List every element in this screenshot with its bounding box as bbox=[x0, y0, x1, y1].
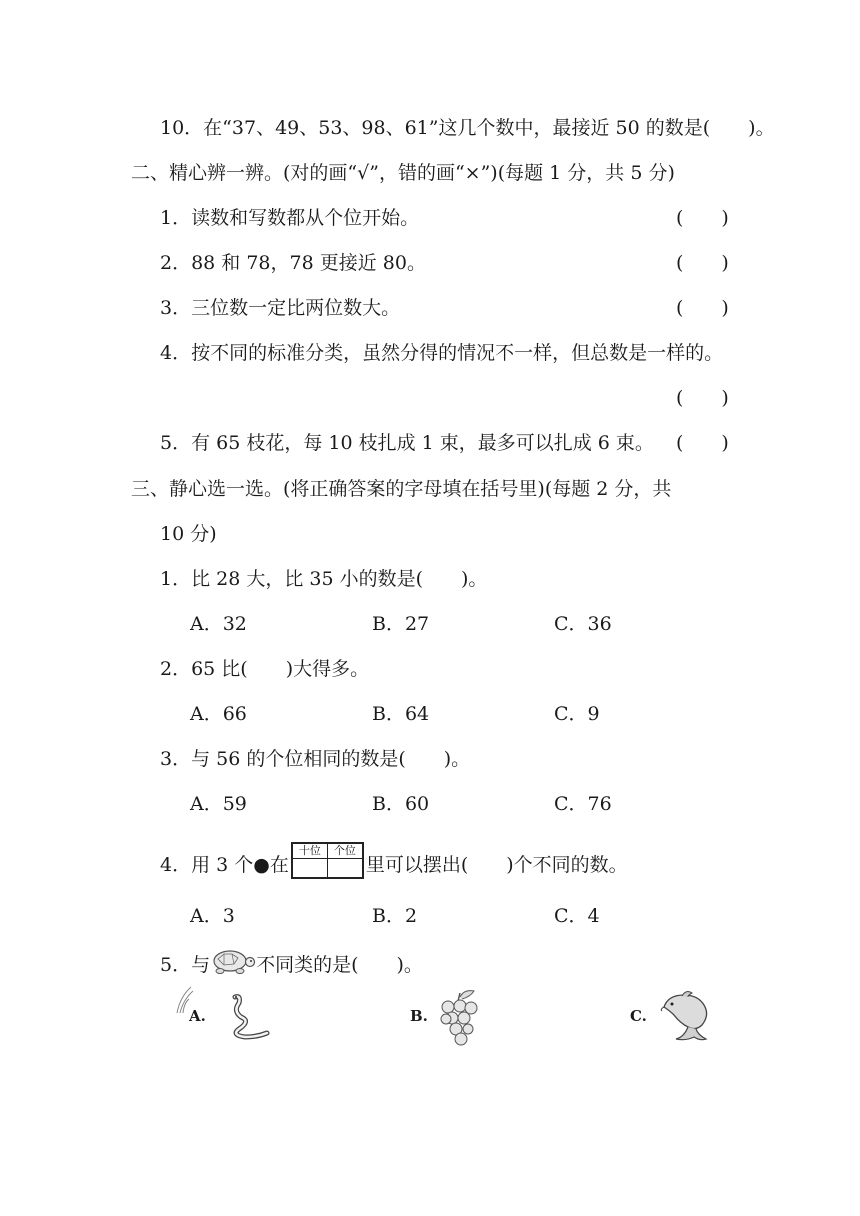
judge-item-4: 4．按不同的标准分类，虽然分得的情况不一样，但总数是一样的。 bbox=[160, 342, 724, 364]
choice-q2-option-c[interactable]: C．9 bbox=[554, 703, 600, 725]
choice-q2-stem: 2．65 比( )大得多。 bbox=[160, 658, 370, 680]
choice-q2-option-a[interactable]: A．66 bbox=[190, 703, 247, 725]
section-3-heading-cont: 10 分) bbox=[160, 523, 217, 545]
choice-q4-option-a[interactable]: A．3 bbox=[190, 905, 235, 927]
place-value-table bbox=[291, 842, 364, 879]
judge-answer-paren-4[interactable]: ( ) bbox=[676, 387, 729, 409]
choice-q4-stem bbox=[160, 845, 628, 885]
dolphin-icon bbox=[658, 987, 714, 1047]
choice-q2-option-b[interactable]: B．64 bbox=[372, 703, 430, 725]
question-10: 10．在“37、49、53、98、61”这几个数中，最接近 50 的数是( )。 bbox=[160, 117, 775, 139]
choice-q3-stem: 3．与 56 的个位相同的数是( )。 bbox=[160, 748, 471, 770]
choice-q5-stem bbox=[160, 945, 423, 985]
option-c-letter: C. bbox=[630, 1007, 647, 1025]
judge-answer-paren-1[interactable]: ( ) bbox=[676, 207, 729, 229]
judge-item-2: 2．88 和 78，78 更接近 80。 bbox=[160, 252, 426, 274]
grapes-icon bbox=[434, 987, 484, 1047]
tens-header: 十位 bbox=[292, 843, 327, 858]
option-b-letter: B. bbox=[410, 1007, 428, 1025]
judge-answer-paren-5[interactable]: ( ) bbox=[676, 432, 729, 454]
choice-q3-option-a[interactable]: A．59 bbox=[190, 793, 247, 815]
snake-icon bbox=[223, 991, 271, 1043]
choice-q5-option-a[interactable] bbox=[175, 985, 275, 1045]
choice-q1-stem: 1．比 28 大，比 35 小的数是( )。 bbox=[160, 568, 488, 590]
choice-q1-option-b[interactable]: B．27 bbox=[372, 613, 430, 635]
choice-q4-option-b[interactable]: B．2 bbox=[372, 905, 418, 927]
tens-cell bbox=[292, 858, 327, 877]
choice-q5-stem-post: 不同类的是( )。 bbox=[256, 954, 423, 976]
section-2-heading: 二、精心辨一辨。(对的画“√”，错的画“×”)(每题 1 分，共 5 分) bbox=[131, 162, 675, 184]
ones-cell bbox=[327, 858, 362, 877]
choice-q5-option-c[interactable] bbox=[628, 985, 718, 1047]
option-a-letter: A. bbox=[189, 1007, 206, 1025]
section-3-heading: 三、静心选一选。(将正确答案的字母填在括号里)(每题 2 分，共 bbox=[131, 478, 672, 500]
judge-item-3: 3．三位数一定比两位数大。 bbox=[160, 297, 401, 319]
choice-q5-option-b[interactable] bbox=[408, 985, 508, 1047]
choice-q4-option-c[interactable]: C．4 bbox=[554, 905, 600, 927]
choice-q1-option-a[interactable]: A．32 bbox=[190, 613, 247, 635]
choice-q5-stem-pre: 5．与 bbox=[160, 954, 211, 976]
judge-answer-paren-3[interactable]: ( ) bbox=[676, 297, 729, 319]
ones-header: 个位 bbox=[327, 843, 362, 858]
judge-item-1: 1．读数和写数都从个位开始。 bbox=[160, 207, 420, 229]
judge-answer-paren-2[interactable]: ( ) bbox=[676, 252, 729, 274]
judge-item-5: 5．有 65 枝花，每 10 枝扎成 1 束，最多可以扎成 6 束。 bbox=[160, 432, 654, 454]
choice-q3-option-c[interactable]: C．76 bbox=[554, 793, 612, 815]
choice-q3-option-b[interactable]: B．60 bbox=[372, 793, 430, 815]
choice-q4-stem-pre: 4．用 3 个●在 bbox=[160, 854, 289, 876]
turtle-icon bbox=[210, 944, 256, 976]
choice-q1-option-c[interactable]: C．36 bbox=[554, 613, 612, 635]
choice-q4-stem-post: 里可以摆出( )个不同的数。 bbox=[365, 854, 628, 876]
